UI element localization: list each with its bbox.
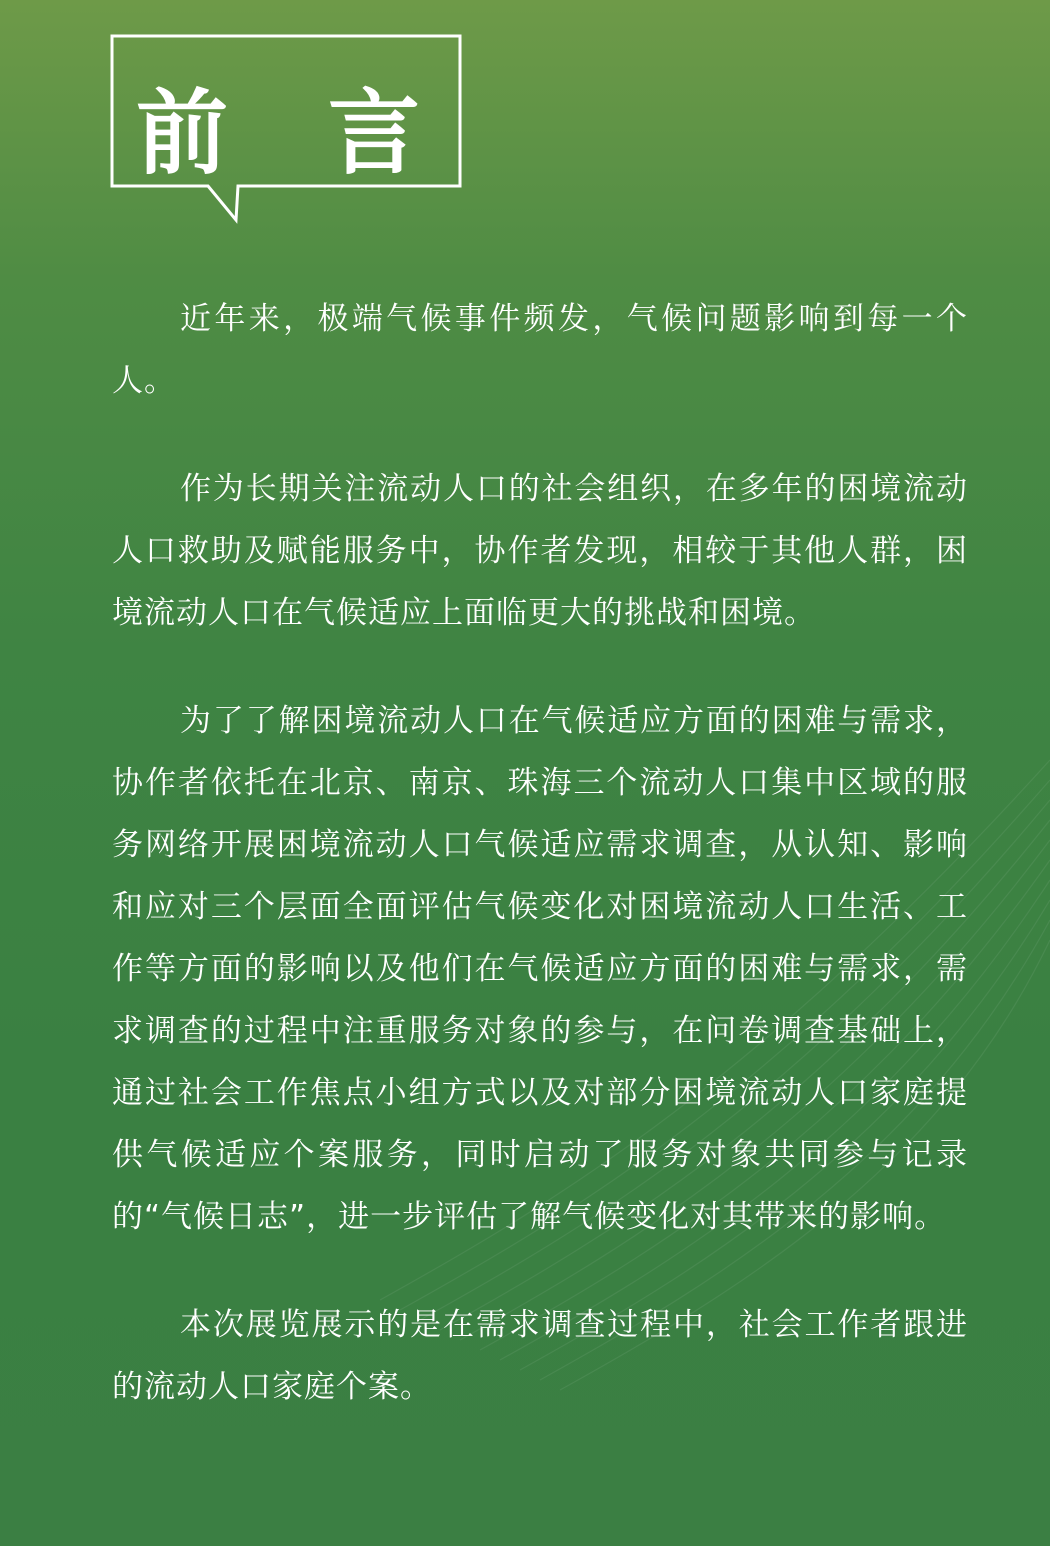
page-title: 前 言 xyxy=(135,80,455,187)
preface-body xyxy=(112,288,968,1464)
title-speech-bubble xyxy=(110,34,462,224)
paragraph-1: 近年来，极端气候事件频发，气候问题影响到每一个人。 xyxy=(112,301,968,399)
paragraph-2: 作为长期关注流动人口的社会组织，在多年的困境流动人口救助及赋能服务中，协作者发现，相较于其他人群，困境流动人口在气候适应上面临更大的挑战和困境。 xyxy=(112,471,968,631)
paragraph-4: 本次展览展示的是在需求调查过程中，社会工作者跟进的流动人口家庭个案。 xyxy=(112,1307,968,1405)
paragraph-3: 为了了解困境流动人口在气候适应方面的困难与需求，协作者依托在北京、南京、珠海三个流动人口集中区域的服务网络开展困境流动人口气候适应需求调查，从认知、影响和应对三个层面全面评估气候变化对困境流动人口生活、工作等方面的影响以及他们在气候适应方面的困难与需求，需求调查的过程中注重服务对象的参与，在问卷调查基础上，通过社会工作焦点小组方式以及对部分困境流动人口家庭提供气候适应个案服务，同时启动了服务对象共同参与记录的“气候日志”，进一步评估了解气候变化对其带来的影响。 xyxy=(112,703,968,1235)
